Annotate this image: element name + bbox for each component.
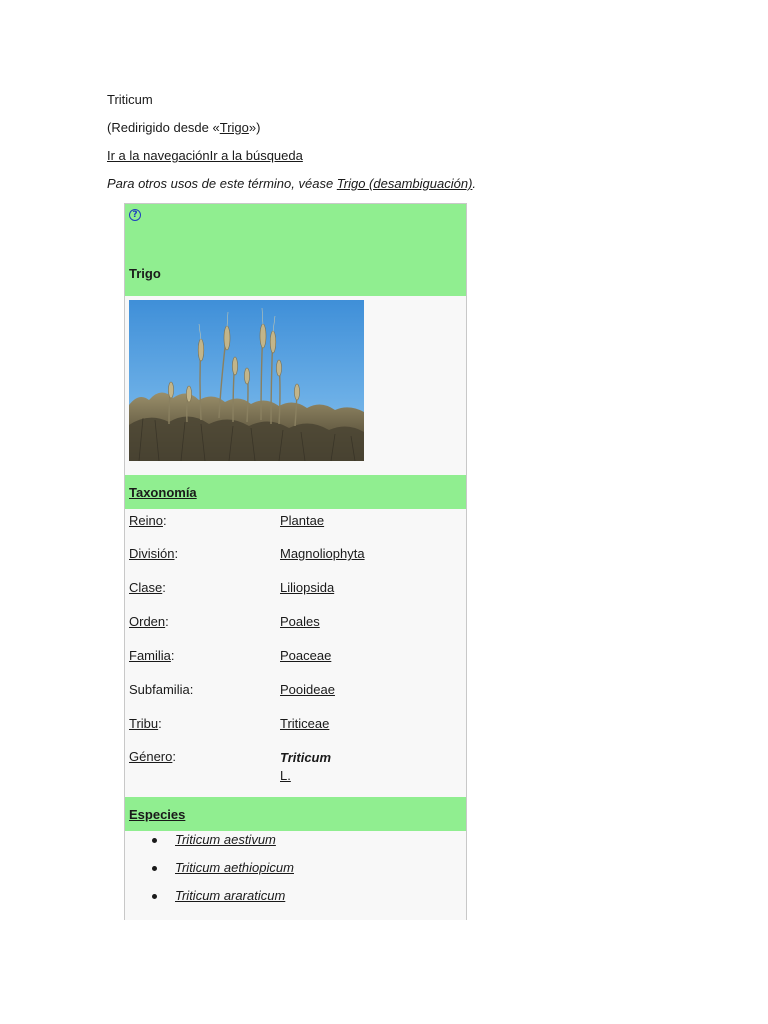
rank-value xyxy=(280,749,331,785)
rank-link-tribu[interactable]: Tribu xyxy=(129,716,159,731)
rank-label xyxy=(129,682,193,697)
taxon-link-pooideae[interactable]: Pooideae xyxy=(280,682,335,697)
species-list xyxy=(125,832,294,916)
skip-navigation-link[interactable]: Ir a la navegaciónIr a la búsqueda xyxy=(107,148,303,163)
list-item xyxy=(125,860,294,888)
colon: : xyxy=(170,648,175,663)
taxonomy-link[interactable]: Taxonomía xyxy=(129,485,197,500)
taxon-link-liliopsida[interactable]: Liliopsida xyxy=(280,580,335,595)
redirect-link[interactable]: Trigo xyxy=(219,120,249,135)
rank-link-orden[interactable]: Orden xyxy=(129,614,166,629)
rank-text-subfamilia: Subfamilia xyxy=(129,682,190,697)
redirect-prefix: (Redirigido desde « xyxy=(107,120,220,135)
taxon-link-triticeae[interactable]: Triticeae xyxy=(280,716,330,731)
colon: : xyxy=(165,614,169,629)
rank-link-division[interactable]: División xyxy=(129,546,175,561)
colon: : xyxy=(172,749,176,764)
colon: : xyxy=(174,546,179,561)
rank-link-familia[interactable]: Familia xyxy=(129,648,171,663)
rank-label xyxy=(129,513,167,528)
species-header xyxy=(125,797,466,831)
taxobox-title: Trigo xyxy=(129,266,161,281)
wheat-image xyxy=(129,300,364,461)
redirect-suffix: ») xyxy=(248,120,261,135)
species-link[interactable]: Especies xyxy=(129,807,186,822)
page-title: Triticum xyxy=(107,92,153,107)
rank-label xyxy=(129,716,162,731)
taxobox-header xyxy=(125,204,466,296)
hatnote xyxy=(107,176,476,192)
rank-link-reino[interactable]: Reino xyxy=(129,513,163,528)
disambiguation-link[interactable]: Trigo (desambiguación) xyxy=(336,176,473,191)
redirect-note xyxy=(107,120,260,136)
rank-label xyxy=(129,546,178,561)
hatnote-suffix: . xyxy=(472,176,477,191)
genus-name: Triticum xyxy=(280,750,332,765)
author-link[interactable]: L. xyxy=(280,768,291,783)
taxon-link-poaceae[interactable]: Poaceae xyxy=(280,648,332,663)
wheat-field-photo[interactable] xyxy=(129,300,364,461)
taxon-link-poales[interactable]: Poales xyxy=(280,614,320,629)
colon: : xyxy=(158,716,162,731)
list-item xyxy=(125,888,294,916)
question-circle-icon[interactable]: ? xyxy=(129,209,141,221)
rank-label xyxy=(129,648,175,663)
rank-link-clase[interactable]: Clase xyxy=(129,580,163,595)
taxon-link-plantae[interactable]: Plantae xyxy=(280,513,325,528)
rank-value xyxy=(280,513,324,528)
rank-label xyxy=(129,580,166,595)
rank-label xyxy=(129,749,176,764)
rank-value xyxy=(280,648,331,663)
taxonomy-header xyxy=(125,475,466,509)
colon: : xyxy=(162,580,166,595)
rank-label xyxy=(129,614,169,629)
list-item xyxy=(125,832,294,860)
rank-link-genero[interactable]: Género xyxy=(129,749,173,764)
species-link-aestivum[interactable]: Triticum aestivum xyxy=(175,832,276,847)
skip-links xyxy=(107,148,303,164)
rank-value xyxy=(280,682,335,697)
hatnote-prefix: Para otros usos de este término, véase xyxy=(107,176,337,191)
rank-value xyxy=(280,614,320,629)
taxobox xyxy=(124,203,467,920)
taxon-link-magnoliophyta[interactable]: Magnoliophyta xyxy=(280,546,365,561)
rank-value xyxy=(280,716,329,731)
colon: : xyxy=(189,682,194,697)
rank-value xyxy=(280,546,365,561)
species-link-aethiopicum[interactable]: Triticum aethiopicum xyxy=(175,860,294,875)
rank-value xyxy=(280,580,334,595)
species-link-araraticum[interactable]: Triticum araraticum xyxy=(175,888,286,903)
colon: : xyxy=(162,513,167,528)
